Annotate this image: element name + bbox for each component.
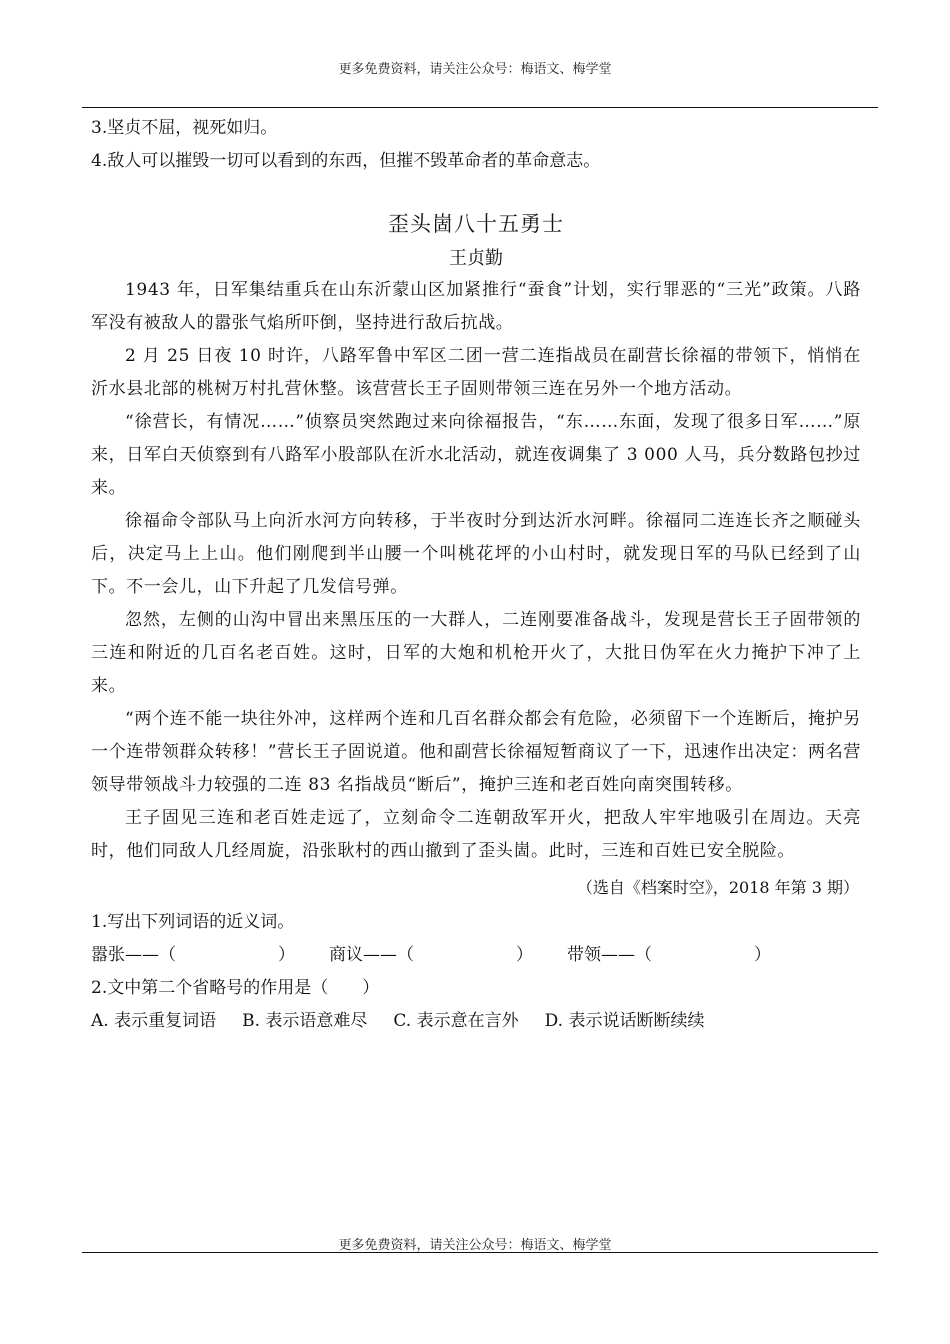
footer-rule	[82, 1252, 878, 1253]
synonym-blank-2: 商议——（ ）	[329, 945, 533, 965]
page-header: 更多免费资料，请关注公众号：梅语文、梅学堂	[338, 62, 612, 77]
paragraph-6: “两个连不能一块往外冲，这样两个连和几百名群众都会有危险，必须留下一个连断后，掩护另一个连带领群众转移！”营长王子固说道。他和副营长徐福短暂商议了一下，迅速作出决定：两名营领导带领战斗力较强的二连 83 名指战员“断后”，掩护三连和老百姓向南突围转移。	[91, 709, 861, 795]
paragraph-4: 徐福命令部队马上向沂水河方向转移，于半夜时分到达沂水河畔。徐福同二连连长齐之顺碰头后，决定马上上山。他们刚爬到半山腰一个叫桃花坪的小山村时，就发现日军的马队已经到了山下。不一会儿，山下升起了几发信号弹。	[91, 511, 861, 597]
option-c: C. 表示意在言外	[393, 1011, 519, 1031]
article-source: （选自《档案时空》，2018 年第 3 期）	[576, 878, 859, 897]
question-1-stem: 1.写出下列词语的近义词。	[91, 912, 295, 932]
article-title: 歪头崮八十五勇士	[388, 212, 564, 236]
question-2-options	[91, 1005, 861, 1038]
paragraph-3: “徐营长，有情况……”侦察员突然跑过来向徐福报告，“东……东面，发现了很多日军……”原来，日军白天侦察到有八路军小股部队在沂水北活动，就连夜调集了 3 000 人马，兵分数路包抄过来。	[91, 412, 861, 498]
answer-line-3: 3.坚贞不屈，视死如归。	[91, 118, 278, 138]
paragraph-1: 1943 年，日军集结重兵在山东沂蒙山区加紧推行“蚕食”计划，实行罪恶的“三光”政策。八路军没有被敌人的嚣张气焰所吓倒，坚持进行敌后抗战。	[91, 280, 861, 333]
synonym-blank-3: 带领——（ ）	[567, 945, 771, 965]
question-2-stem: 2.文中第二个省略号的作用是（ ）	[91, 978, 380, 998]
paragraph-7: 王子固见三连和老百姓走远了，立刻命令二连朝敌军开火，把敌人牢牢地吸引在周边。天亮时，他们同敌人几经周旋，沿张耿村的西山撤到了歪头崮。此时，三连和百姓已安全脱险。	[91, 808, 861, 861]
answer-line-4: 4.敌人可以摧毁一切可以看到的东西，但摧不毁革命者的革命意志。	[91, 151, 601, 171]
option-b: B. 表示语意难尽	[242, 1011, 368, 1031]
page-footer: 更多免费资料，请关注公众号：梅语文、梅学堂	[338, 1238, 612, 1253]
header-rule	[82, 107, 878, 108]
option-d: D. 表示说话断断续续	[544, 1011, 705, 1031]
article-author: 王贞勤	[449, 248, 503, 269]
synonym-blank-1: 嚣张——（ ）	[91, 945, 295, 965]
option-a: A. 表示重复词语	[91, 1011, 217, 1031]
paragraph-5: 忽然，左侧的山沟中冒出来黑压压的一大群人，二连刚要准备战斗，发现是营长王子固带领的三连和附近的几百名老百姓。这时，日军的大炮和机枪开火了，大批日伪军在火力掩护下冲了上来。	[91, 610, 861, 696]
page-content	[91, 112, 861, 1038]
paragraph-2: 2 月 25 日夜 10 时许，八路军鲁中军区二团一营二连指战员在副营长徐福的带领下，悄悄在沂水县北部的桃树万村扎营休整。该营营长王子固则带领三连在另外一个地方活动。	[91, 346, 861, 399]
question-1-blanks	[91, 939, 861, 972]
